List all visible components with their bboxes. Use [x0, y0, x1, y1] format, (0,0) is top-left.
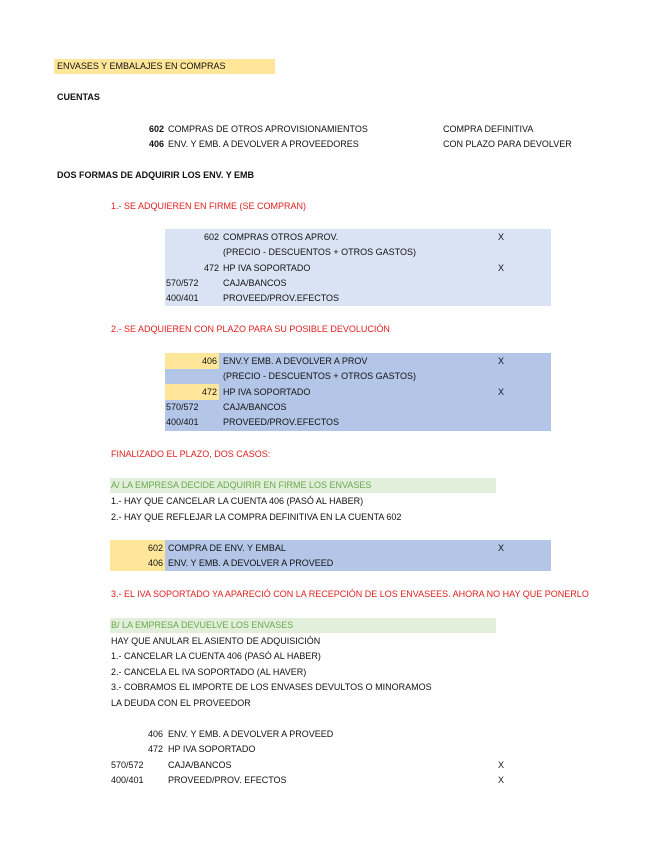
- cuenta-note: CON PLAZO PARA DEVOLVER: [443, 139, 572, 149]
- cuenta-code: 406: [148, 139, 164, 149]
- page-title: ENVASES Y EMBALAJES EN COMPRAS: [57, 61, 226, 71]
- caso-b-line: 1.- CANCELAR LA CUENTA 406 (PASÓ AL HABER): [111, 651, 321, 661]
- entry-text: HP IVA SOPORTADO: [223, 387, 311, 397]
- entry-text: ENV.Y EMB. A DEVOLVER A PROV: [223, 356, 368, 366]
- entry-mark: X: [498, 356, 505, 366]
- entry-text: ENV. Y EMB. A DEVOLVER A PROVEED: [168, 558, 334, 568]
- entry-text: CAJA/BANCOS: [223, 402, 287, 412]
- entry-mark: X: [498, 760, 505, 770]
- caso-a-line: 2.- HAY QUE REFLEJAR LA COMPRA DEFINITIVA EN LA CUENTA 602: [111, 512, 402, 522]
- entry-text: COMPRAS OTROS APROV.: [223, 232, 339, 242]
- entry-mark: X: [498, 775, 505, 785]
- entry-text: ENV. Y EMB. A DEVOLVER A PROVEED: [168, 729, 334, 739]
- entry-code: 406: [147, 558, 163, 568]
- forma1-heading: 1.- SE ADQUIEREN EN FIRME (SE COMPRAN): [111, 201, 307, 211]
- caso-a-note: 3.- EL IVA SOPORTADO YA APARECIÓ CON LA RECEPCIÓN DE LOS ENVASEES. AHORA NO HAY QUE PONERLO: [111, 589, 589, 599]
- finalizado-heading: FINALIZADO EL PLAZO, DOS CASOS:: [111, 449, 271, 459]
- entry-code: 570/572: [166, 278, 199, 288]
- entry-code: 406: [201, 356, 217, 366]
- entry-code: 602: [203, 232, 219, 242]
- entry-text: PROVEED/PROV. EFECTOS: [168, 775, 287, 785]
- entry-code: 570/572: [111, 760, 144, 770]
- caso-a-line: 1.- HAY QUE CANCELAR LA CUENTA 406 (PASÓ AL HABER): [111, 496, 364, 506]
- cuenta-name: COMPRAS DE OTROS APROVISIONAMIENTOS: [168, 124, 368, 134]
- caso-b-line: HAY QUE ANULAR EL ASIENTO DE ADQUISICIÓN: [111, 636, 321, 646]
- entry-code: 472: [203, 263, 219, 273]
- entry-text: CAJA/BANCOS: [168, 760, 232, 770]
- entry-mark: X: [498, 263, 505, 273]
- entry-code: 406: [147, 729, 163, 739]
- caso-b-line: 3.- COBRAMOS EL IMPORTE DE LOS ENVASES DEVULTOS O MINORAMOS: [111, 682, 432, 692]
- entry-mark: X: [498, 543, 505, 553]
- caso-b-heading: B/ LA EMPRESA DEVUELVE LOS ENVASES: [111, 620, 294, 630]
- entry-code: 570/572: [166, 402, 199, 412]
- entry-text: (PRECIO - DESCUENTOS + OTROS GASTOS): [223, 247, 416, 257]
- dos-formas-heading: DOS FORMAS DE ADQUIRIR LOS ENV. Y EMB: [57, 170, 255, 180]
- entry-mark: X: [498, 387, 505, 397]
- entry-code: 400/401: [166, 293, 199, 303]
- cuenta-code: 602: [148, 124, 164, 134]
- entry-text: (PRECIO - DESCUENTOS + OTROS GASTOS): [223, 371, 416, 381]
- entry-text: HP IVA SOPORTADO: [168, 744, 256, 754]
- entry-text: COMPRA DE ENV. Y EMBAL: [168, 543, 286, 553]
- entry-text: CAJA/BANCOS: [223, 278, 287, 288]
- cuentas-heading: CUENTAS: [57, 92, 100, 102]
- entry-text: HP IVA SOPORTADO: [223, 263, 311, 273]
- caso-a-heading: A/ LA EMPRESA DECIDE ADQUIRIR EN FIRME LOS ENVASES: [111, 480, 372, 490]
- entry-code: 472: [147, 744, 163, 754]
- entry-text: PROVEED/PROV.EFECTOS: [223, 293, 340, 303]
- caso-b-line: LA DEUDA CON EL PROVEEDOR: [111, 698, 251, 708]
- cuenta-name: ENV. Y EMB. A DEVOLVER A PROVEEDORES: [168, 139, 359, 149]
- entry-code: 602: [147, 543, 163, 553]
- entry-mark: X: [498, 232, 505, 242]
- entry-text: PROVEED/PROV.EFECTOS: [223, 417, 340, 427]
- entry-code: 400/401: [166, 417, 199, 427]
- caso-b-line: 2.- CANCELA EL IVA SOPORTADO (AL HAVER): [111, 667, 307, 677]
- forma2-heading: 2.- SE ADQUIEREN CON PLAZO PARA SU POSIBLE DEVOLUCIÓN: [111, 324, 390, 334]
- entry-code: 472: [201, 387, 217, 397]
- entry-code: 400/401: [111, 775, 144, 785]
- cuenta-note: COMPRA DEFINITIVA: [443, 124, 534, 134]
